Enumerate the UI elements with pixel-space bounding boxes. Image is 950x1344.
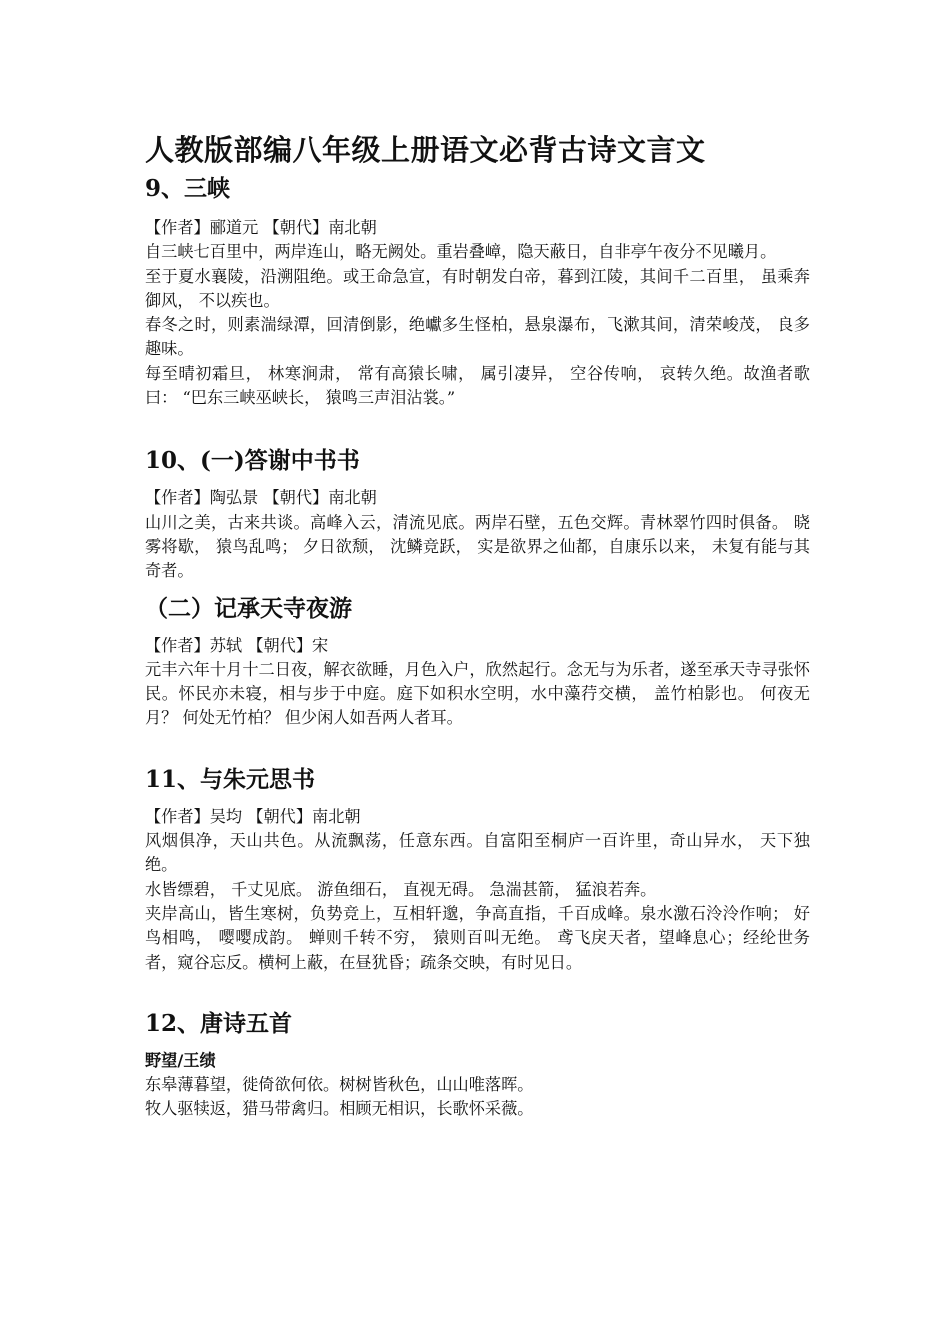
section-title: 12、唐诗五首 [145,1009,293,1037]
poem-line: 东皋薄暮望，徙倚欲何依。树树皆秋色，山山唯落晖。 [145,1075,534,1095]
paragraph: 自三峡七百里中，两岸连山，略无阙处。重岩叠嶂，隐天蔽日，自非亭午夜分不见曦月。 [145,242,777,262]
paragraph: 元丰六年十月十二日夜，解衣欲睡，月色入户，欣然起行。念无与为乐者，遂至承天寺寻张怀民。怀民亦未寝，相与步于中庭。庭下如积水空明，水中藻荇交横， 盖竹柏影也。 何夜无月？ 何处无竹柏？ 但少闲人如吾两人者耳。 [145,659,810,728]
paragraph: 山川之美，古来共谈。高峰入云，清流见底。两岸石壁，五色交辉。青林翠竹四时俱备。 晓雾将歇， 猿鸟乱鸣； 夕日欲颓， 沈鳞竞跃， 实是欲界之仙都，自康乐以来， 未复有能与其奇者。 [145,512,810,581]
section-yu-zhu-yuan-si-shu [145,763,810,975]
paragraph: 每至晴初霜旦， 林寒涧肃， 常有高猿长啸， 属引凄异， 空谷传响， 哀转久绝。故渔者歌曰： “巴东三峡巫峡长， 猿鸣三声泪沾裳。” [145,363,810,408]
paragraph: 至于夏水襄陵，沿溯阻绝。或王命急宣，有时朝发白帝，暮到江陵，其间千二百里， 虽乘奔御风， 不以疾也。 [145,266,810,310]
paragraph: 春冬之时，则素湍绿潭，回清倒影，绝巘多生怪柏，悬泉瀑布，飞漱其间，清荣峻茂， 良多趣味。 [145,315,810,359]
section-sanxia [145,172,810,410]
author-dynasty-line: 【作者】吴均 【朝代】南北朝 [145,806,361,826]
document-page [145,128,810,1122]
section-title: 10、(一)答谢中书书 [145,447,360,475]
section-title: 9、三峡 [145,175,231,202]
poem-line: 牧人驱犊返，猎马带禽归。相顾无相识，长歌怀采薇。 [145,1099,534,1119]
author-dynasty-line: 【作者】陶弘景 【朝代】南北朝 [145,488,377,508]
author-dynasty-line: 【作者】郦道元 【朝代】南北朝 [145,218,377,237]
section-title: 11、与朱元思书 [145,765,316,793]
author-dynasty-line: 【作者】苏轼 【朝代】宋 [145,635,329,655]
paragraph: 风烟俱净，天山共色。从流飘荡，任意东西。自富阳至桐庐一百许里，奇山异水， 天下独绝。 [145,831,810,875]
paragraph: 水皆缥碧， 千丈见底。 游鱼细石， 直视无碍。 急湍甚箭， 猛浪若奔。 [145,879,657,899]
poem-title: 野望/王绩 [145,1050,216,1070]
paragraph: 夹岸高山，皆生寒树，负势竞上，互相轩邈，争高直指，千百成峰。泉水激石泠泠作响； 好鸟相鸣， 嘤嘤成韵。 蝉则千转不穷， 猿则百叫无绝。 鸢飞戾天者，望峰息心；经纶世务者，窥谷忘反。横柯上蔽，在昼犹昏；疏条交映，有时见日。 [145,903,810,972]
section-tang-shi-wu-shou [145,1007,810,1122]
section-da-xie-zhong-shu-shu [145,444,810,583]
section-ji-cheng-tian-si-ye-you [145,592,810,731]
section-title: （二）记承天寺夜游 [145,594,352,622]
document-title: 人教版部编八年级上册语文必背古诗文言文 [145,133,706,167]
